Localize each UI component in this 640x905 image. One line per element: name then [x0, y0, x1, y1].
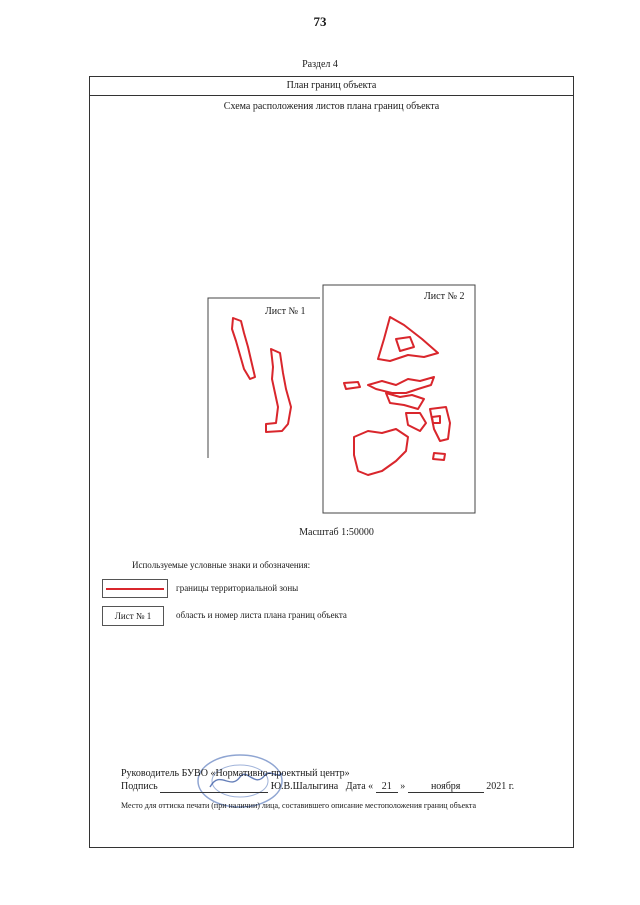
signer-name: Ю.В.Шалыгина [270, 781, 339, 792]
zone-boundary [266, 349, 291, 432]
zone-boundary [432, 416, 440, 423]
signature-position: Руководитель БУВО «Нормативно-проектный центр» [121, 768, 350, 779]
sheet-2-frame [323, 285, 475, 513]
page-number: 73 [313, 14, 327, 29]
zone-boundary [406, 413, 426, 431]
legend-sheet-symbol: Лист № 1 [102, 606, 164, 626]
legend-title: Используемые условные знаки и обозначения: [132, 560, 311, 570]
zone-boundary [344, 382, 360, 389]
signature-label: Подпись [121, 781, 158, 792]
legend-sheet-text: область и номер листа плана границ объекта [176, 610, 347, 620]
legend-boundary-line [106, 588, 164, 590]
date-label: Дата « [345, 781, 374, 792]
zone-boundary [378, 317, 438, 361]
section-title: Раздел 4 [302, 59, 338, 70]
stamp-note: Место для оттиска печати (при наличии) лица, составившего описание местоположения границ объекта [121, 801, 477, 810]
sheet-layout-map [90, 77, 575, 577]
zone-boundary [433, 453, 445, 460]
date-month: ноября [408, 781, 484, 793]
zone-boundary [396, 337, 414, 351]
signature-line [121, 781, 514, 793]
sheet-2-label: Лист № 2 [424, 291, 465, 302]
date-day: 21 [376, 781, 398, 793]
scheme-title: Схема расположения листов плана границ объекта [223, 101, 440, 112]
signature-field [160, 781, 268, 793]
legend-boundary-text: границы территориальной зоны [176, 583, 299, 593]
zone-boundary [354, 429, 408, 475]
date-day-close: » [400, 781, 406, 792]
zone-boundary [386, 393, 424, 409]
zone-boundary [368, 377, 434, 393]
sheet-1-label: Лист № 1 [265, 306, 306, 317]
frame-title: План границ объекта [90, 77, 573, 96]
sheet-1-frame [208, 298, 320, 458]
zone-boundary [232, 318, 255, 379]
official-stamp [185, 749, 295, 809]
document-frame [89, 76, 574, 848]
date-year: 2021 г. [486, 781, 515, 792]
map-scale: Масштаб 1:50000 [299, 527, 374, 538]
